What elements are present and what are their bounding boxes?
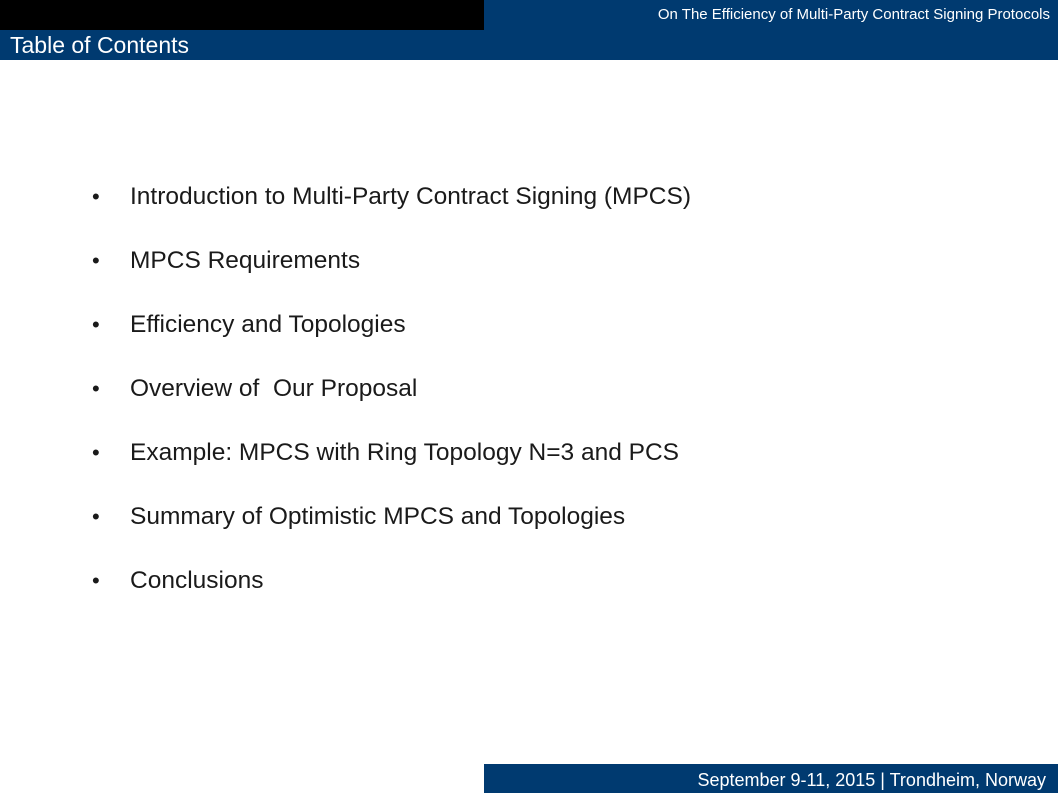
bullet-icon: • [92, 440, 100, 465]
table-of-contents [92, 178, 992, 626]
toc-item [92, 434, 992, 498]
toc-item-label: Example: MPCS with Ring Topology N=3 and PCS [130, 439, 680, 466]
bullet-icon: • [92, 312, 100, 337]
toc-item [92, 370, 992, 434]
footer-event: September 9-11, 2015 | Trondheim, Norway [484, 764, 1058, 793]
toc-item [92, 242, 992, 306]
bullet-icon: • [92, 376, 100, 401]
toc-item-label: MPCS Requirements [130, 247, 361, 274]
section-title: Table of Contents [10, 32, 190, 58]
bullet-icon: • [92, 568, 100, 593]
presentation-title: On The Efficiency of Multi-Party Contract Signing Protocols [484, 0, 1058, 30]
toc-item-label: Introduction to Multi-Party Contract Signing (MPCS) [130, 183, 691, 210]
bullet-icon: • [92, 248, 100, 273]
toc-item [92, 306, 992, 370]
header-black-block [0, 0, 484, 30]
toc-item-label: Conclusions [130, 567, 264, 594]
toc-item [92, 178, 992, 242]
bullet-icon: • [92, 504, 100, 529]
toc-item [92, 562, 992, 626]
bullet-icon: • [92, 184, 100, 209]
toc-item-label: Efficiency and Topologies [130, 311, 406, 338]
toc-item-label: Summary of Optimistic MPCS and Topologies [130, 503, 626, 530]
toc-item [92, 498, 992, 562]
toc-item-label: Overview of Our Proposal [130, 375, 418, 402]
